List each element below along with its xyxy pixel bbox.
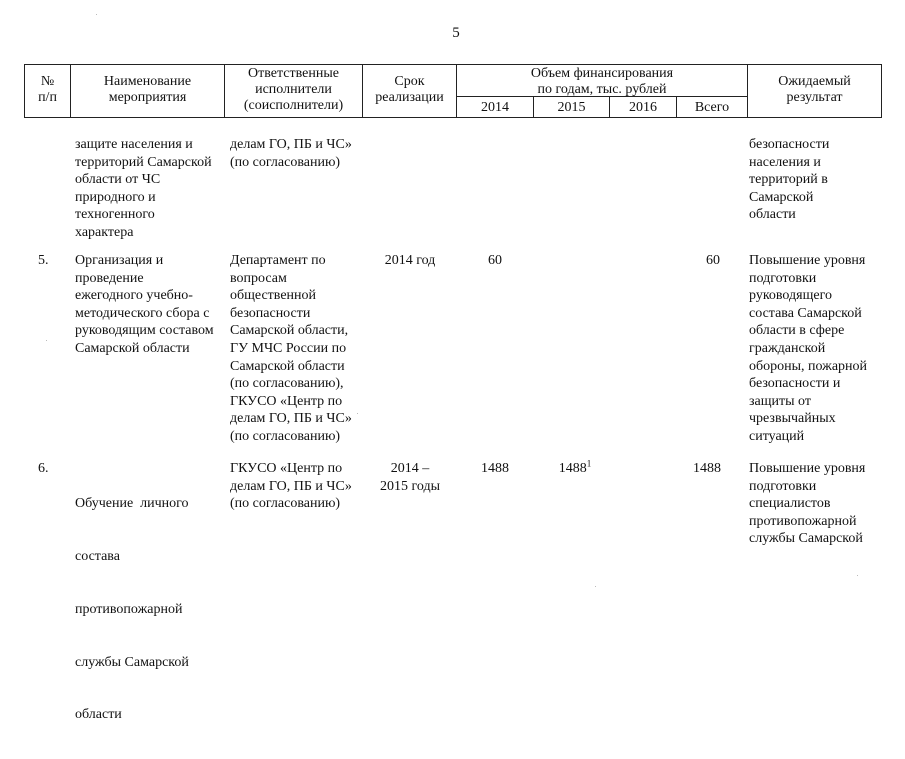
header-num: № п/п	[38, 74, 57, 105]
row-funding-2015: 1488$^1$	[558, 458, 592, 476]
row-responsible: Департамент по вопросам общественной безопасности Самарской области, ГУ МЧС России по Самарской области (по согласованию), ГКУСО «Центр по делам ГО, ПБ и ЧС» (по согласованию)	[230, 253, 352, 444]
row-term: 2014 год	[384, 253, 436, 268]
footnote-marker: 1	[586, 458, 592, 469]
row-term: 2014 – 2015 годы	[379, 461, 441, 494]
header-year-2014: 2014	[481, 100, 509, 115]
row-result: Повышение уровня подготовки руководящего состава Самарской области в сфере гражданской обороны, пожарной безопасности и защиты от чрезвычайных ситуаций	[749, 253, 868, 444]
header-result: Ожидаемый результат	[778, 74, 851, 105]
scan-speck	[595, 586, 596, 587]
scan-speck	[357, 413, 358, 414]
row-number: 5.	[38, 253, 49, 268]
page-number: 5	[452, 25, 460, 41]
row-name: Организация и проведение ежегодного учебно- методического сбора с руководящим составом Самарской области	[75, 253, 214, 356]
header-year-2015: 2015	[557, 100, 586, 115]
header-responsible: Ответственные исполнители (соисполнители)	[243, 66, 344, 113]
header-funding: Объем финансирования по годам, тыс. рублей	[530, 66, 674, 97]
row-number: 6.	[38, 461, 49, 476]
row-funding-2014: 60	[488, 253, 502, 268]
scan-speck	[96, 14, 97, 15]
row-result: Повышение уровня подготовки специалистов противопожарной службы Самарской	[749, 461, 866, 547]
row-name: Обучение личного состава противопожарной службы Самарской области	[75, 496, 189, 723]
header-year-2016: 2016	[629, 100, 657, 115]
table-header	[24, 64, 882, 118]
header-name: Наименование мероприятия	[103, 74, 192, 105]
row-funding-total: 60	[706, 253, 720, 268]
header-term: Срок реализации	[375, 74, 444, 105]
header-total: Всего	[694, 100, 730, 115]
scan-speck	[46, 340, 47, 341]
row-result: безопасности населения и территорий в Самарской области	[749, 137, 830, 223]
row-funding-total: 1488	[693, 461, 721, 476]
row-funding-2014: 1488	[481, 461, 509, 476]
row-responsible: ГКУСО «Центр по делам ГО, ПБ и ЧС» (по согласованию)	[230, 461, 352, 512]
scan-speck	[857, 575, 858, 576]
row-name: защите населения и территорий Самарской области от ЧС природного и техногенного характера	[75, 137, 212, 240]
row-responsible: делам ГО, ПБ и ЧС» (по согласованию)	[230, 137, 352, 170]
